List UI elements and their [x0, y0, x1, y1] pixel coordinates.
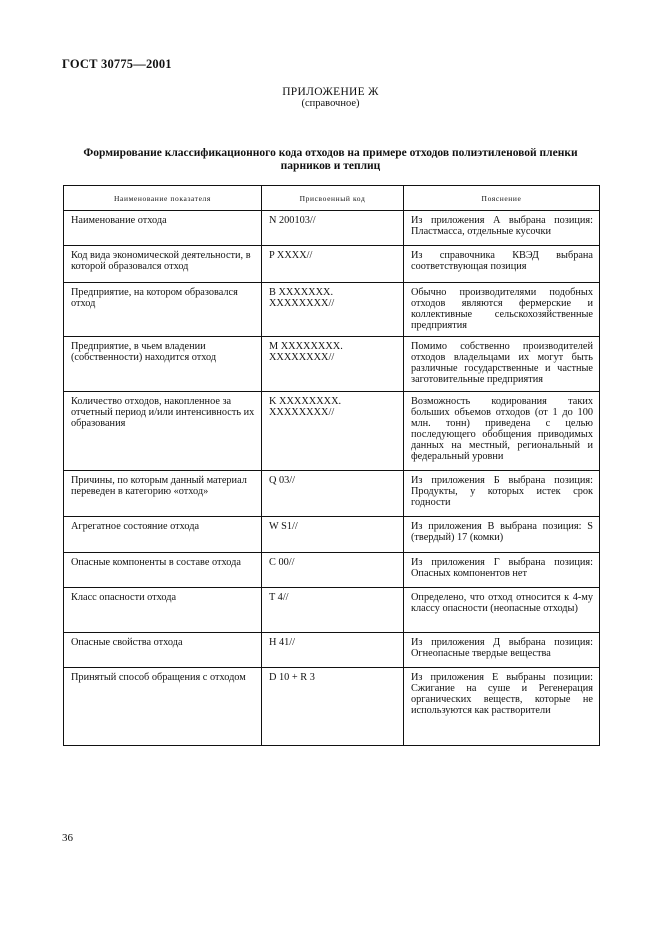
indicator-cell: Предприятие, на котором образовался отход [64, 283, 262, 337]
code-cell: B XXXXXXX. XXXXXXXX// [262, 283, 404, 337]
note-cell: Из справочника КВЭД выбрана соответствующая позиция [404, 246, 600, 283]
note-cell: Из приложения В выбрана позиция: S (твердый) 17 (комки) [404, 517, 600, 553]
note-cell: Из приложения Б выбрана позиция: Продукты, у которых истек срок годности [404, 471, 600, 517]
classification-table [63, 185, 600, 746]
indicator-cell: Предприятие, в чьем владении (собственности) находится отход [64, 337, 262, 392]
code-cell: C 00// [262, 553, 404, 588]
code-cell: M XXXXXXXX. XXXXXXXX// [262, 337, 404, 392]
note-cell: Из приложения А выбрана позиция: Пластмасса, отдельные кусочки [404, 211, 600, 246]
table-row [64, 283, 600, 337]
column-header-note: Пояснение [404, 186, 600, 211]
document-title: Формирование классификационного кода отходов на примере отходов полиэтиленовой пленки парников и теплиц [83, 147, 578, 172]
code-cell: K XXXXXXXX. XXXXXXXX// [262, 392, 404, 471]
indicator-cell: Принятый способ обращения с отходом [64, 668, 262, 746]
table-row [64, 588, 600, 633]
appendix-title: ПРИЛОЖЕНИЕ Ж [282, 86, 379, 98]
note-cell: Помимо собственно производителей отходов владельцами их могут быть различные государственные и частные заготовительные предприятия [404, 337, 600, 392]
note-cell: Определено, что отход относится к 4-му классу опасности (неопасные отходы) [404, 588, 600, 633]
table-row [64, 211, 600, 246]
page-number: 36 [62, 832, 73, 844]
indicator-cell: Класс опасности отхода [64, 588, 262, 633]
table-row [64, 392, 600, 471]
table-row [64, 246, 600, 283]
note-cell: Из приложения Д выбрана позиция: Огнеопасные твердые вещества [404, 633, 600, 668]
table-row [64, 668, 600, 746]
column-header-code: Присвоенный код [262, 186, 404, 211]
note-cell: Из приложения Г выбрана позиция: Опасных компонентов нет [404, 553, 600, 588]
table-row [64, 337, 600, 392]
note-cell: Обычно производителями подобных отходов являются фермерские и коллективные сельскохозяйственные предприятия [404, 283, 600, 337]
code-cell: Q 03// [262, 471, 404, 517]
standard-code: ГОСТ 30775—2001 [62, 57, 172, 71]
code-cell: H 41// [262, 633, 404, 668]
table-row [64, 633, 600, 668]
indicator-cell: Наименование отхода [64, 211, 262, 246]
indicator-cell: Агрегатное состояние отхода [64, 517, 262, 553]
code-cell: W S1// [262, 517, 404, 553]
indicator-cell: Причины, по которым данный материал переведен в категорию «отход» [64, 471, 262, 517]
note-cell: Возможность кодирования таких больших объемов отходов (от 1 до 100 млн. тонн) приведена с целью последующего обобщения приводимых данных на местный, региональный и федеральный уровни [404, 392, 600, 471]
table-row [64, 517, 600, 553]
code-cell: P XXXX// [262, 246, 404, 283]
code-cell: T 4// [262, 588, 404, 633]
indicator-cell: Код вида экономической деятельности, в которой образовался отход [64, 246, 262, 283]
table-row [64, 471, 600, 517]
code-cell: D 10 + R 3 [262, 668, 404, 746]
column-header-indicator: Наименование показателя [64, 186, 262, 211]
indicator-cell: Количество отходов, накопленное за отчетный период и/или интенсивность их образования [64, 392, 262, 471]
indicator-cell: Опасные свойства отхода [64, 633, 262, 668]
table-header-row [64, 186, 600, 211]
table-row [64, 553, 600, 588]
indicator-cell: Опасные компоненты в составе отхода [64, 553, 262, 588]
code-cell: N 200103// [262, 211, 404, 246]
appendix-subtitle: (справочное) [301, 98, 360, 109]
note-cell: Из приложения Е выбраны позиции: Сжигание на суше и Регенерация органических веществ, которые не используются как растворители [404, 668, 600, 746]
